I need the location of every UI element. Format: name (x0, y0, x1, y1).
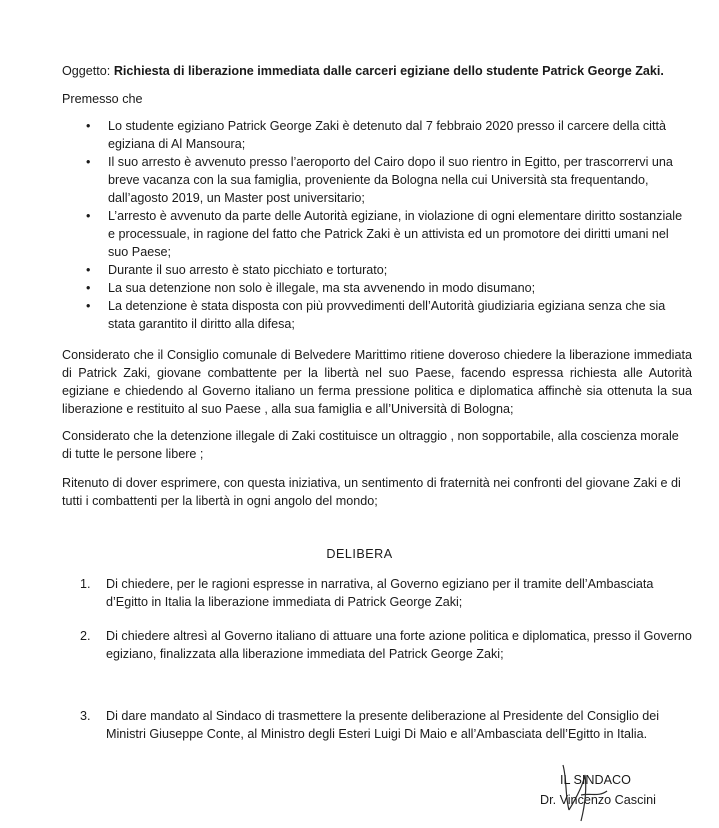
bullet-icon: • (86, 155, 91, 169)
bullet-icon: • (86, 281, 91, 295)
list-item-text: Di dare mandato al Sindaco di trasmettere la presente deliberazione al Presidente del Consiglio dei Ministri Giuseppe Conte, al Ministro degli Esteri Luigi Di Maio e all’Ambasciata dell’Egitto in Italia. (106, 709, 660, 741)
item-number: 1. (80, 577, 91, 591)
list-item-text: Di chiedere, per le ragioni espresse in narrativa, al Governo egiziano per il tramite dell’Ambasciata d’Egitto in Italia la liberazione immediata di Patrick George Zaki; (106, 577, 654, 609)
ritenuto-paragraph: Ritenuto di dover esprimere, con questa iniziativa, un sentimento di fraternità nei confronti del giovane Zaki e di tutti i combattenti per la libertà in ogni angolo del mondo; (62, 476, 681, 508)
bullet-icon: • (86, 299, 91, 313)
delibera-list (62, 575, 692, 743)
considerato-paragraph-2: Considerato che la detenzione illegale di Zaki costituisce un oltraggio , non sopportabile, alla coscienza morale di tutte le persone libere ; (62, 429, 679, 461)
list-item (62, 261, 692, 279)
signature-name: Dr. Vincenzo Cascini (540, 793, 656, 807)
list-item (62, 207, 692, 261)
signature-block (540, 770, 710, 810)
premesso-heading: Premesso che (62, 92, 143, 106)
subject-line (62, 62, 692, 80)
list-item (62, 575, 692, 611)
subject-label: Oggetto: (62, 64, 114, 78)
list-item (62, 153, 692, 207)
bullet-icon: • (86, 119, 91, 133)
list-item-text: La sua detenzione non solo è illegale, ma sta avvenendo in modo disumano; (108, 281, 536, 295)
list-item-text: La detenzione è stata disposta con più provvedimenti dell’Autorità giudiziaria egiziana senza che sia stata garantito il diritto alla difesa; (108, 299, 666, 331)
delibera-heading: DELIBERA (326, 547, 393, 561)
premesso-list (62, 117, 692, 333)
signature-title: IL SINDACO (560, 773, 631, 787)
item-number: 2. (80, 629, 91, 643)
list-item-text: L’arresto è avvenuto da parte delle Autorità egiziane, in violazione di ogni elementare diritto sostanziale e processuale, in ragione del fatto che Patrick Zaki è un attivista ed un promotore dei diritti umani nel suo Paese; (108, 209, 683, 259)
item-number: 3. (80, 709, 91, 723)
subject-text: Richiesta di liberazione immediata dalle carceri egiziane dello studente Patrick George Zaki. (113, 64, 664, 78)
list-item (62, 627, 692, 663)
bullet-icon: • (86, 209, 91, 223)
list-item-text: Durante il suo arresto è stato picchiato e torturato; (108, 263, 388, 277)
considerato-paragraph-1: Considerato che il Consiglio comunale di Belvedere Marittimo ritiene doveroso chiedere la liberazione immediata di Patrick Zaki, giovane combattente per la libertà nel suo Paese, facendo espressa richiesta alle Autorità egiziane e chiedendo al Governo italiano un ferma pressione politica e diplomatica affinchè sia ottenuta la sua liberazione e restituito al suo Paese , alla sua famiglia e all’Università di Bologna; (62, 348, 692, 416)
list-item (62, 297, 692, 333)
list-item (62, 117, 692, 153)
list-item-text: Di chiedere altresì al Governo italiano di attuare una forte azione politica e diplomatica, presso il Governo egiziano, finalizzata alla liberazione immediata del Patrick George Zaki; (106, 629, 692, 661)
list-item-text: Il suo arresto è avvenuto presso l’aeroporto del Cairo dopo il suo rientro in Egitto, per trascorrervi una breve vacanza con la sua famiglia, proveniente da Bologna nella cui Università sta frequentando, dall’agosto 2019, un Master post universitario; (108, 155, 673, 205)
list-item (62, 707, 692, 743)
list-item-text: Lo studente egiziano Patrick George Zaki è detenuto dal 7 febbraio 2020 presso il carcere della città egiziana di Al Mansoura; (108, 119, 666, 151)
bullet-icon: • (86, 263, 91, 277)
list-item (62, 279, 692, 297)
